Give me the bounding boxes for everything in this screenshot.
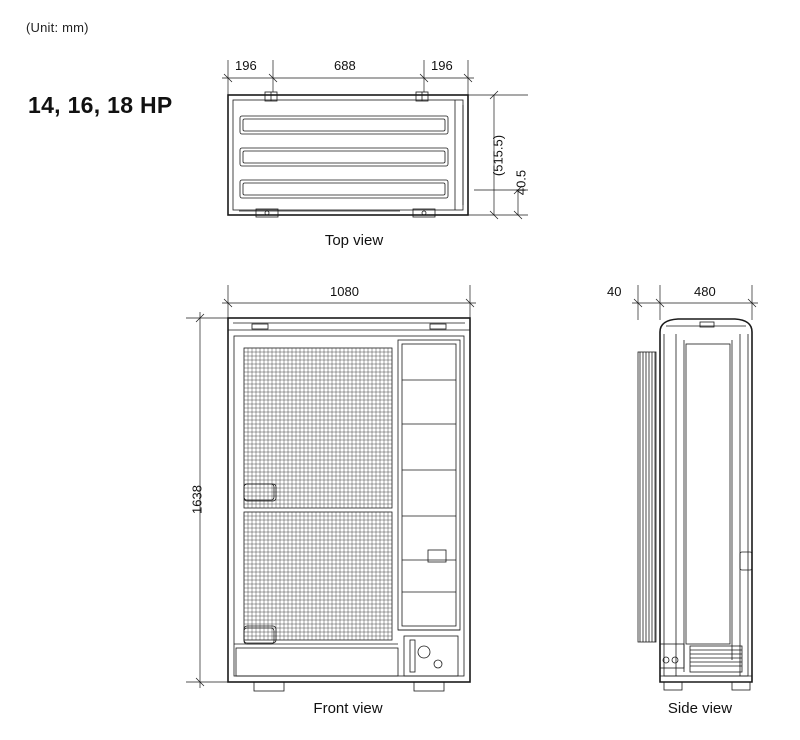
- caption-side-view: Side view: [667, 700, 733, 717]
- dim-top-center: 688: [334, 58, 356, 73]
- dim-top-depth: (515.5): [490, 134, 506, 177]
- dim-front-height: 1638: [189, 485, 205, 514]
- dim-side-depth: 480: [694, 284, 716, 299]
- dim-side-offset: 40: [607, 284, 622, 299]
- dim-top-foot: 40.5: [513, 169, 529, 196]
- dim-top-left: 196: [235, 58, 257, 73]
- dim-front-width: 1080: [330, 284, 359, 299]
- caption-top-view: Top view: [324, 232, 384, 249]
- model-label: 14, 16, 18 HP: [28, 92, 173, 118]
- unit-note: (Unit: mm): [26, 20, 89, 35]
- caption-front-view: Front view: [313, 700, 383, 717]
- dim-top-right: 196: [431, 58, 453, 73]
